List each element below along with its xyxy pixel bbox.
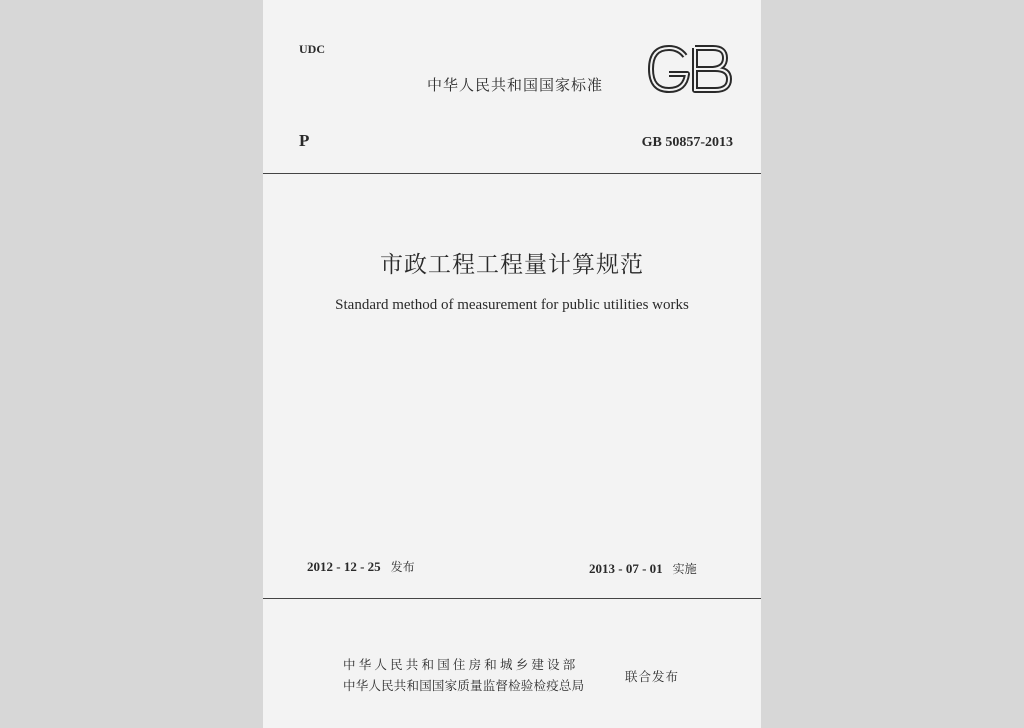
title-chinese: 市政工程工程量计算规范 bbox=[380, 252, 644, 278]
document-page bbox=[263, 0, 761, 728]
implement-date-block bbox=[589, 560, 697, 577]
standard-code: GB 50857-2013 bbox=[641, 135, 733, 150]
joint-publish-label: 联合发布 bbox=[625, 669, 680, 684]
bottom-divider bbox=[263, 598, 761, 599]
title-english: Standard method of measurement for public utilities works bbox=[335, 297, 689, 313]
issue-date: 2012 - 12 - 25 bbox=[307, 559, 381, 574]
implement-label: 实施 bbox=[672, 562, 697, 576]
publisher-line-2: 中华人民共和国国家质量监督检验检疫总局 bbox=[343, 678, 585, 693]
national-standard-label: 中华人民共和国国家标准 bbox=[427, 76, 604, 94]
issue-label: 发布 bbox=[390, 560, 415, 574]
gb-logo-icon bbox=[645, 42, 735, 96]
udc-label: UDC bbox=[299, 42, 325, 56]
category-letter: P bbox=[299, 131, 310, 150]
implement-date: 2013 - 07 - 01 bbox=[589, 561, 663, 576]
top-divider bbox=[263, 173, 761, 174]
issue-date-block bbox=[307, 558, 415, 575]
publisher-line-1: 中华人民共和国住房和城乡建设部 bbox=[343, 657, 579, 672]
